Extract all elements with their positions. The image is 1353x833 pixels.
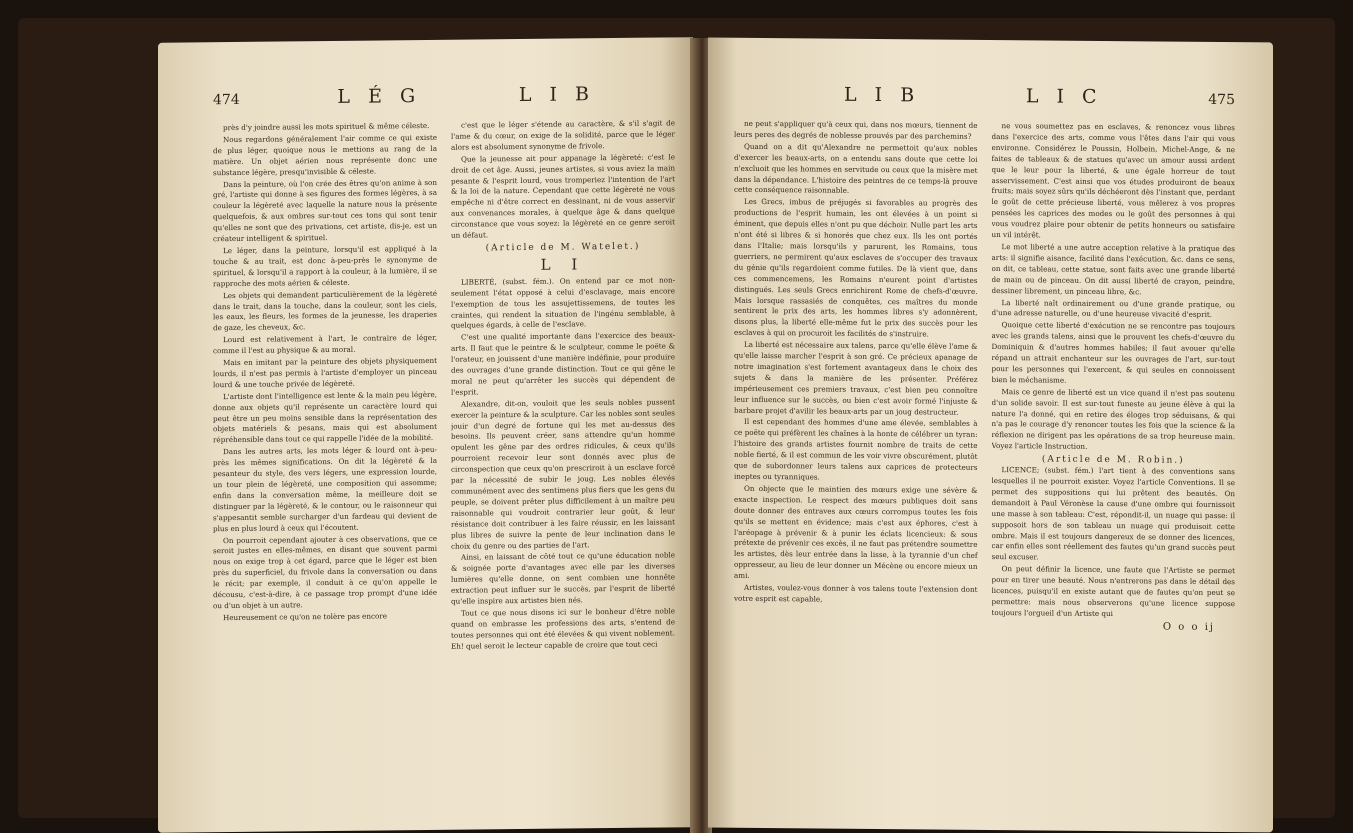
paragraph: Les Grecs, imbus de préjugés si favorables au progrès des productions de l'esprit humain, les ont élevées à un point si éminent, que depuis elles n'ont pu que déchoir. Nulle part les arts n'ont été si libres & si honorés que chez eux. Ils les ont portés dans l'Italie; mais lorsqu'ils y parurent, les Romains, tous guerriers, ne permirent qu'aux esclaves de s'occuper des travaux du génie qu'ils regardoient comme futiles. De là vient que, dans ces commencemens, les Romains n'eurent point d'artistes distingués. Les seuls Grecs enrichirent Rome de chefs-d'œuvre. Mais lorsque rassasiés de conquêtes, ces maîtres du monde sentirent le prix des arts, les hommes libres s'y adonnèrent, disons plus, la liberté elle-même fut le prix des succès pour les esclaves à qui on procuroit les facilités de s'instruire. bbox=[734, 197, 978, 339]
paragraph: Alexandre, dit-on, vouloit que les seuls nobles pussent exercer la peinture & la sculpture. Car les nobles sont seules jouir d'un degré de fortune qui les met au-dessus des besoins. Ils peuvent créer, sans attendre qu'un homme opulent les gêne par des ordres ridicules, & ceux qu'ils pourroient recevoir leur sont donnés avec plus de circonspection que ceux qu'on prescriroit à un esclave forcé par la nécessité de subir le joug. Les nobles élevés communément avec des sentimens plus fiers que les gens du peuple, se doivent prêter plus difficilement à un maître peu raisonnable qui voudroit contrarier leur goût, & leur résistance doit contribuer à les faire réussir, en les laissant plus libres de suivre la pente de leur inclination dans le choix du genre ou des parties de l'art. bbox=[451, 397, 675, 551]
paragraph: Tout ce que nous disons ici sur le bonheur d'être noble quand on embrasse les professions des arts, s'entend de toutes personnes qui ont été élevées & qui vivent noblement. Eh! quel seroit le lecteur capable de croire que tout ceci bbox=[451, 606, 675, 651]
right-page-number: 475 bbox=[1208, 91, 1235, 109]
paragraph: C'est une qualité importante dans l'exercice des beaux-arts. Il faut que le peintre & le sculpteur, comme le poëte & l'orateur, en jouissent d'une manière indéfinie, pour produire des ouvrages d'une grande distinction. Tout ce qui gêne le moral ne peut qu'arrêter les succès qui dépendent de l'esprit. bbox=[451, 330, 675, 397]
right-head-right: L I C bbox=[1025, 85, 1103, 108]
paragraph: Artistes, voulez-vous donner à vos talens toute l'extension dont votre esprit est capable, bbox=[734, 582, 978, 604]
paragraph: c'est que le léger s'étende au caractère, & s'il s'agit de l'ame & du cœur, on exige de la solidité, parce que le léger alors est absolument synonyme de frivole. bbox=[451, 118, 675, 152]
catchword: O o o ij bbox=[1162, 621, 1215, 633]
left-page bbox=[158, 37, 693, 833]
book-spread bbox=[18, 18, 1335, 818]
right-column-1 bbox=[734, 119, 978, 833]
left-column-2 bbox=[451, 118, 675, 832]
signature: (Article de M. Robin.) bbox=[1041, 454, 1185, 466]
left-page-number: 474 bbox=[213, 91, 240, 109]
paragraph: Quoique cette liberté d'exécution ne se rencontre pas toujours avec les grands talens, ainsi que le prouvent les chefs-d'œuvre du Dominiquin & d'autres hommes habiles; il faut avouer qu'elle répand un attrait enchanteur sur les ouvrages de l'art, sur-tout pour les personnes qui l'exercent, & qui seules en connoissent bien le méchanisme. bbox=[991, 320, 1235, 385]
paragraph: L'artiste dont l'intelligence est lente & la main peu légère, donne aux objets qu'il représente un caractère lourd qui peut être un peu moins sensible dans la représentation des objets matériels & pesans, mais qui est absolument répréhensible dans tout ce qui rappelle l'idée de la mobilité. bbox=[213, 389, 437, 445]
paragraph: Le léger, dans la peinture, lorsqu'il est appliqué à la touche & au trait, est donc à-peu-près le synonyme de spirituel, & lorsqu'il a rapport à la couleur, à la lumière, il se rapproche des mots aérien & céleste. bbox=[213, 243, 437, 288]
paragraph: LIBERTÉ, (subst. fém.). On entend par ce mot non-seulement l'état opposé à celui d'esclavage, mais encore l'exemption de tous les assujettissemens, de toutes les craintes, qui rendent la situation de l'ingénu semblable, à quelques égards, à celle de l'esclave. bbox=[451, 275, 675, 331]
left-head-right: L I B bbox=[518, 83, 595, 107]
paragraph: Nous regardons généralement l'air comme ce qui existe de plus léger, quoique nous le mettions au rang de la matière. Un objet aérien nous représente donc une substance légère, presqu'invisible & céleste. bbox=[213, 132, 437, 177]
signature: (Article de M. Watelet.) bbox=[485, 241, 641, 254]
paragraph: On peut définir la licence, une faute que l'Artiste se permet pour en tirer une beauté. Nous n'entrerons pas dans le détail des licences, puisqu'il en existe autant que de fautes qu'on peut se permettre: mais nous observerons qu'une licence suppose toujours l'orgueil d'un Artiste qui bbox=[991, 564, 1235, 618]
paragraph: On objecte que le maintien des mœurs exige une sévère & exacte inspection. Le respect des mœurs publiques doit sans doute donner des entraves aux cœurs corrompus toutes les fois qu'ils se mettent en évidence; mais c'est aux éphores, c'est à l'aréopage à prévenir & à punir les éclats licencieux: & sous prétexte de prévenir ces excès, il ne faut pas prétendre soumettre les artistes, dès leur entrée dans la lisse, à la tyrannie d'un chef oppresseur, au lieu de leur donner un Mécène ou encore mieux un ami. bbox=[734, 483, 978, 581]
paragraph: Heureusement ce qu'on ne tolère pas encore bbox=[223, 611, 387, 622]
paragraph: ne peut s'appliquer qu'à ceux qui, dans nos mœurs, tiennent de leurs peres des degrés de noblesse prouvés par des parchemins? bbox=[734, 118, 978, 141]
paragraph: Dans la peinture, où l'on crée des êtres qu'on anime à son gré, l'artiste qui donne à ses figures des formes légères, à sa couleur la légèreté avec laquelle la nature nous la présente quelquefois, & aux ombres sur-tout ces tons qui sont tenir qu'elles ne sont que des privations, cet artiste, dis-je, est un créateur intelligent & spirituel. bbox=[213, 177, 437, 244]
paragraph: Il est cependant des hommes d'une ame élevée, semblables à ce poëte qui préfèrent les chaînes à la honte de célébrer un tyran: l'histoire des grands artistes fournit nombre de traits de cette noble fierté, & il est commun de les voir vivre obscurément, plutôt que de subordonner leurs talens aux caprices de protecteurs ineptes ou tyranniques. bbox=[734, 417, 978, 482]
paragraph: près d'y joindre aussi les mots spirituel & même céleste. bbox=[223, 120, 430, 133]
paragraph: La liberté naît ordinairement ou d'une grande pratique, ou d'une adresse naturelle, ou d'une heureuse vivacité d'esprit. bbox=[991, 297, 1235, 320]
paragraph: Dans les autres arts, les mots léger & lourd ont à-peu-près les mêmes significations. On dit la légèreté & la pesanteur du style, des vers légers, une expression lourde, un tour plein de légèreté, une composition qui assomme; enfin dans la conversation même, la meilleure doit se distinguer par la légèreté, & le contour, ou le raisonneur qui s'appesantit semble surcharger d'un fardeau qui devient de plus en plus lourd à ceux qui l'écoutent. bbox=[213, 445, 437, 533]
paragraph: Lourd est relativement à l'art, le contraire de léger, comme il l'est au physique & au moral. bbox=[213, 333, 437, 356]
paragraph: Les objets qui demandent particulièrement de la légèreté dans le trait, dans la touche, dans la couleur, sont les ciels, les eaux, les fleurs, les formes de la jeunesse, les draperies de gaze, les cheveux, &c. bbox=[213, 288, 437, 333]
paragraph: On pourroit cependant ajouter à ces observations, que ce seroit justes en elles-mêmes, en disant que souvent parmi nous on exige trop à cet égard, parce que le léger est bien près du superficiel, du frivole dans la conversation ou dans le récit; par exemple, il conduit à ce qu'on appelle le décousu, c'est-à-dire, à ce passage trop prompt d'une idée ou d'un objet à un autre. bbox=[213, 533, 437, 611]
paragraph: Le mot liberté a une autre acception relative à la pratique des arts: il signifie aisance, facilité dans l'exécution, &c. dans ce sens, on dit, ce tableau, cette statue, sont faits avec une grande liberté de main ou de pinceau. On dit aussi liberté de crayon, peindre, dessiner librement, un pinceau libre, &c. bbox=[991, 242, 1235, 296]
right-page bbox=[708, 38, 1273, 833]
right-running-head bbox=[734, 83, 1235, 117]
paragraph: Ainsi, en laissant de côté tout ce qu'une éducation noble & soignée porte d'avantages avec elle par les diverses lumières qu'elle donne, on sent combien une honnête extraction peut influer sur le succès, par l'esprit de liberté qu'elle inspire aux artistes bien nés. bbox=[451, 550, 675, 606]
left-column-1 bbox=[213, 121, 437, 833]
paragraph: Mais ce genre de liberté est un vice quand il n'est pas soutenu d'un solide savoir. Il est sur-tout funeste au jeune élève à qui la nature l'a donné, qui en retire des éloges trop séduisans, & qui n'a pas le courage d'y renoncer toutes les fois que la science & la réflexion ne dirigent pas les opérations de sa trop heureuse main. Voyez l'article Instruction. bbox=[991, 386, 1235, 452]
paragraph: Mais en imitant par la peinture des objets physiquement lourds, il n'est pas permis à l'artiste d'employer un pinceau lourd & une touche privée de légèreté. bbox=[213, 355, 437, 390]
left-head-left: L É G bbox=[337, 85, 422, 108]
right-head-left: L I B bbox=[844, 83, 921, 107]
section-heading: L I bbox=[540, 255, 586, 274]
paragraph: La liberté est nécessaire aux talens, parce qu'elle élève l'ame & qu'elle laisse marcher l'esprit à son gré. Ce précieux apanage de notre imagination s'est fortement avantageux dans le choix des sujets & dans la manière de les présenter. Préférez impérieusement ces premiers travaux, c'est bien peu connoître leur influence sur le succès, ou bien c'est avoir formé l'injuste & barbare projet d'avilir les beaux-arts par un joug destructeur. bbox=[734, 339, 978, 417]
paragraph: Que la jeunesse ait pour appanage la légèreté: c'est le droit de cet âge. Aussi, jeunes artistes, si vous aviez la main pesante & l'esprit lourd, vous tromperiez l'intention de l'art & la loi de la nature. Cependant que cette légèreté ne vous empêche ni d'être correct en dessinant, ni de vous asservir aux convenances morales, à quelque âge & dans quelque circonstance que vous soyez: la légèreté en ce genre seroit un défaut. bbox=[451, 152, 675, 240]
paragraph: LICENCE; (subst. fém.) l'art tient à des conventions sans lesquelles il ne pourroit exister. Voyez l'article Conventions. Il se permet des suppositions qui lui prêtent des beautés. On demandoit à Paul Véronèse la cause d'une ombre qui fournissoit une masse à son tableau: C'est, répondit-il, un nuage qui passe: il supposoit hors de son tableau un nuage qui produisoit cette ombre. Mais il est toujours dangereux de se donner des licences, car enfin elles sont réellement des fautes qu'un grand succès peut seul excuser. bbox=[991, 465, 1235, 562]
paragraph: ne vous soumettez pas en esclaves, & renoncez vous libres dans l'exercice des arts, comme vous l'êtes dans l'air qui vous environne. Considérez le Poussin, Holbein, Michel-Ange, & ne faites de tableaux & de statues qu'avec un amour aussi ardent que le leur pour la liberté, & une égale horreur de tout asservissement. C'est ainsi que vos études produiront de beaux fruits; mais soyez sûrs qu'ils déchéeront dès l'instant que, perdant le goût de cette précieuse liberté, vous mêlerez à vos propres pensées les caprices des modes ou le goût des personnes à qui vous voudrez plaire pour obtenir de petits honneurs ou satisfaire un vil intérêt. bbox=[991, 121, 1235, 240]
paragraph: Quand on a dit qu'Alexandre ne permettoit qu'aux nobles d'exercer les beaux-arts, on a entendu sans doute que cette loi n'excluoit que les hommes en servitude ou ceux que la misère met dans la dépendance. L'histoire des peintres de ce temps-là prouve cette conséquence raisonnable. bbox=[734, 141, 978, 196]
left-running-head bbox=[213, 82, 675, 117]
right-column-2 bbox=[992, 121, 1236, 832]
